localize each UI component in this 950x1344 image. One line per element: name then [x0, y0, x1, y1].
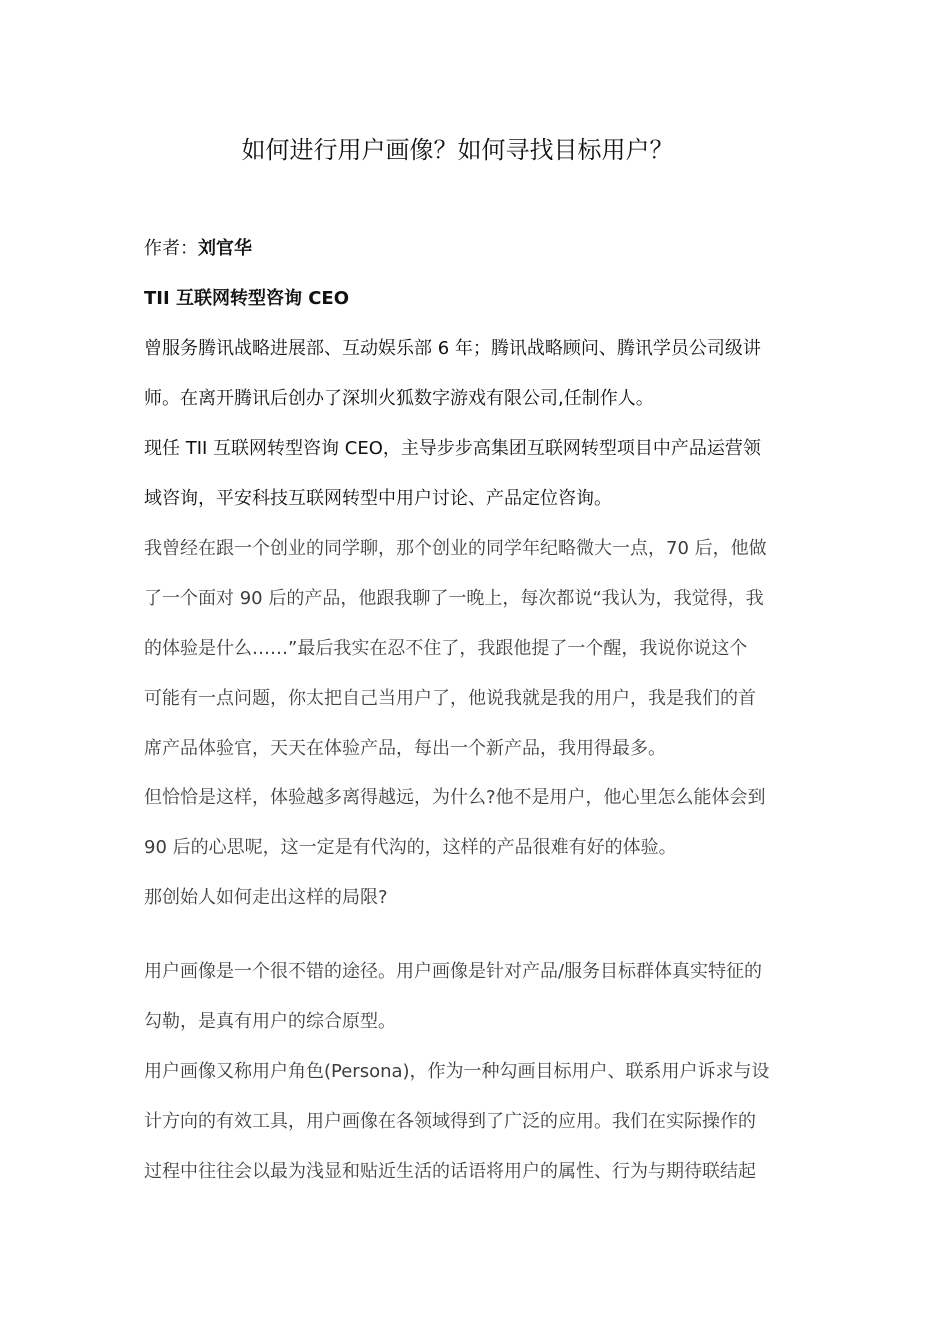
- document-title: 如何进行用户画像？如何寻找目标用户？: [241, 136, 674, 164]
- bio-line: 师。在离开腾讯后创办了深圳火狐数字游戏有限公司,任制作人。: [144, 388, 654, 409]
- story-line: 那创始人如何走出这样的局限?: [144, 887, 388, 908]
- bio-line: 曾服务腾讯战略进展部、互动娱乐部 6 年；腾讯战略顾问、腾讯学员公司级讲: [144, 338, 761, 359]
- persona-line: 过程中往往会以最为浅显和贴近生活的话语将用户的属性、行为与期待联结起: [144, 1161, 756, 1182]
- author-line: [144, 234, 824, 264]
- persona-line: 勾勒，是真有用户的综合原型。: [144, 1011, 396, 1032]
- story-line: 90 后的心思呢，这一定是有代沟的，这样的产品很难有好的体验。: [144, 837, 677, 858]
- author-name: 刘官华: [198, 238, 252, 259]
- persona-line: 用户画像是一个很不错的途径。用户画像是针对产品/服务目标群体真实特征的: [144, 961, 763, 982]
- story-line: 的体验是什么……”最后我实在忍不住了，我跟他提了一个醒，我说你说这个: [144, 638, 748, 659]
- story-line: 可能有一点问题，你太把自己当用户了，他说我就是我的用户，我是我们的首: [144, 688, 756, 709]
- persona-line: 计方向的有效工具，用户画像在各领域得到了广泛的应用。我们在实际操作的: [144, 1111, 756, 1132]
- author-title: TII 互联网转型咨询 CEO: [144, 288, 350, 309]
- story-line: 席产品体验官，天天在体验产品，每出一个新产品，我用得最多。: [144, 738, 666, 759]
- story-line: 了一个面对 90 后的产品，他跟我聊了一晚上，每次都说“我认为，我觉得，我: [144, 588, 764, 609]
- story-line: 但恰恰是这样，体验越多离得越远，为什么?他不是用户，他心里怎么能体会到: [144, 787, 766, 808]
- bio-line: 域咨询，平安科技互联网转型中用户讨论、产品定位咨询。: [144, 488, 612, 509]
- bio-line: 现任 TII 互联网转型咨询 CEO，主导步步高集团互联网转型项目中产品运营领: [144, 438, 761, 459]
- persona-line: 用户画像又称用户角色(Persona)，作为一种勾画目标用户、联系用户诉求与设: [144, 1061, 770, 1082]
- author-label: 作者：: [144, 238, 198, 259]
- story-line: 我曾经在跟一个创业的同学聊，那个创业的同学年纪略微大一点，70 后，他做: [144, 538, 767, 559]
